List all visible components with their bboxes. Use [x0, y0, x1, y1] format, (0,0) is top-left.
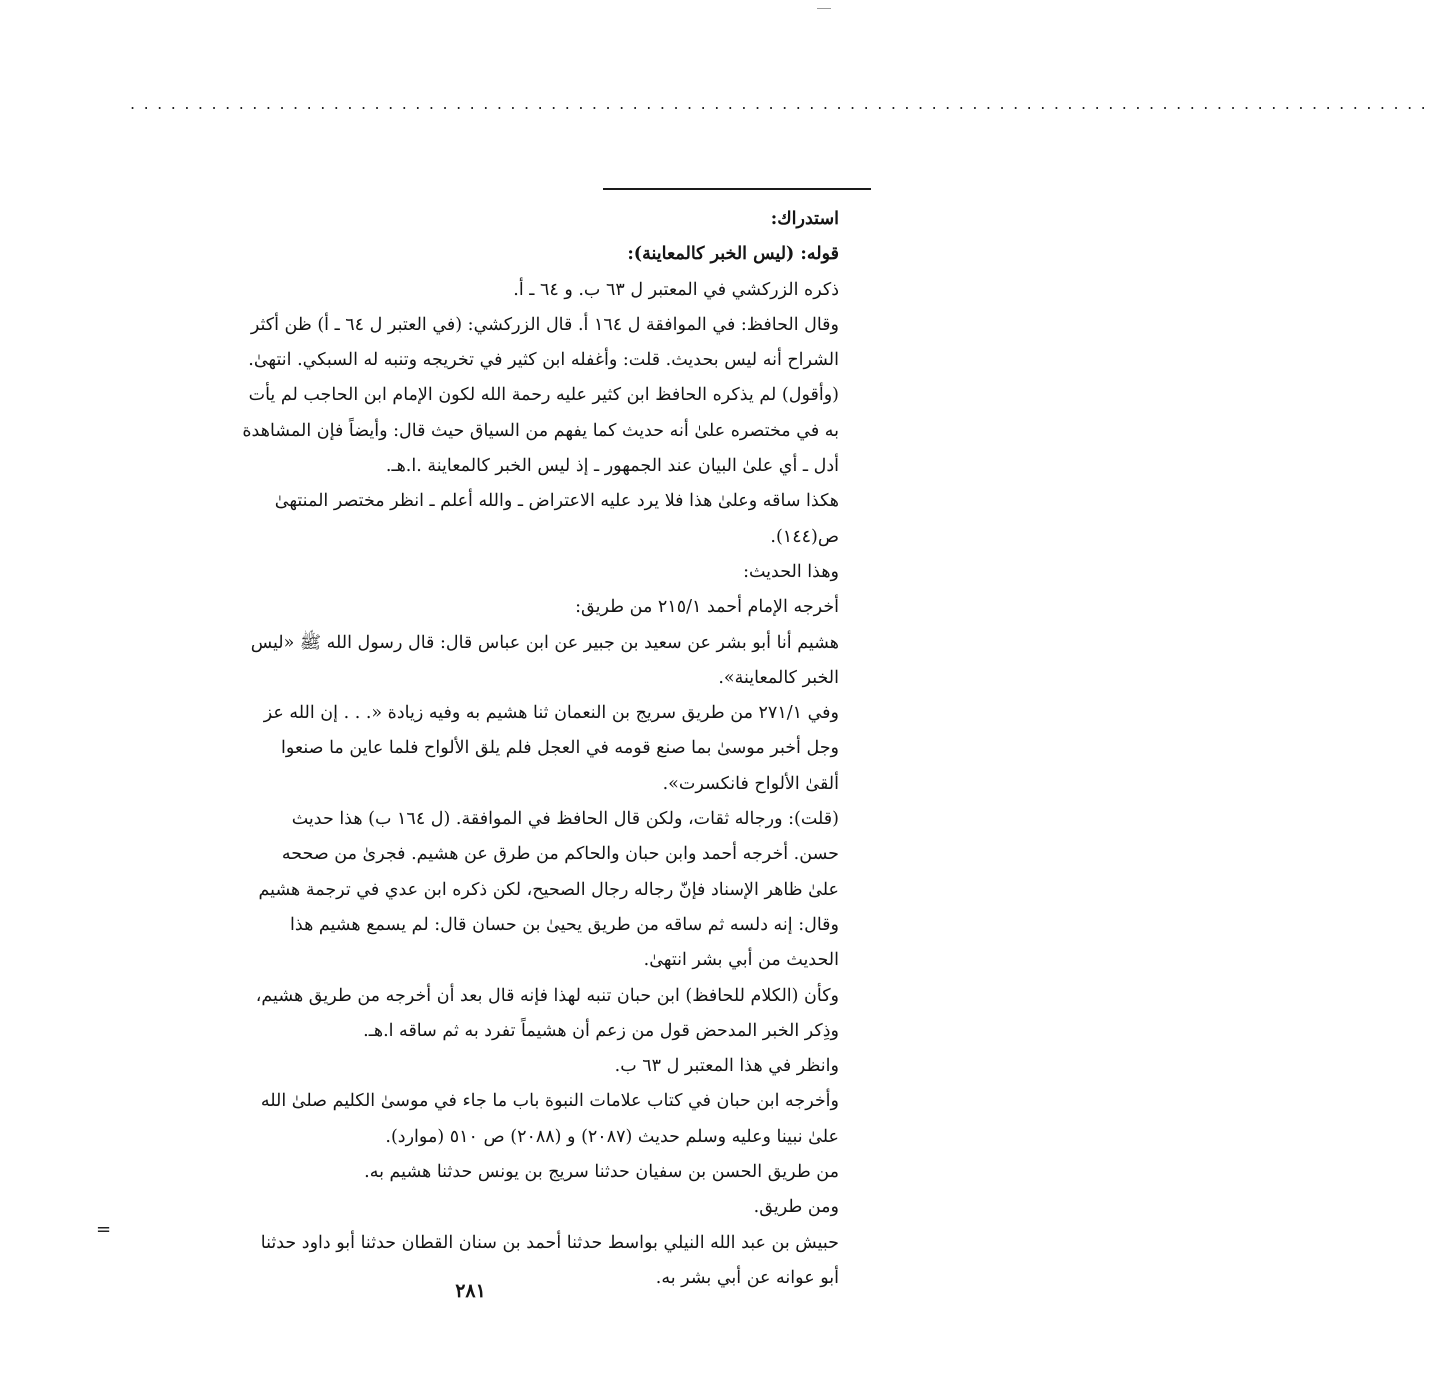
- text-line: حبيش بن عبد الله النيلي بواسط حدثنا أحمد بن سنان القطان حدثنا أبو داود حدثنا: [260, 1232, 839, 1253]
- text-line: الحديث من أبي بشر انتهىٰ.: [643, 950, 839, 971]
- body-text: [115, 202, 839, 1296]
- text-line: وجل أخبر موسىٰ بما صنع قومه في العجل فلم يلق الألواح فلما عاين ما صنعوا: [281, 738, 839, 759]
- text-line: الخبر كالمعاينة».: [718, 667, 839, 688]
- text-line: وقال: إنه دلسه ثم ساقه من طريق يحيىٰ بن حسان قال: لم يسمع هشيم هذا: [290, 914, 839, 935]
- text-line: وكأن (الكلام للحافظ) ابن حبان تنبه لهذا فإنه قال بعد أن أخرجه من طريق هشيم،: [255, 985, 839, 1006]
- footnote-rule: [603, 188, 871, 190]
- text-line: به في مختصره علىٰ أنه حديث كما يفهم من السياق حيث قال: وأيضاً فإن المشاهدة: [242, 420, 839, 441]
- text-line: ومن طريق.: [753, 1197, 839, 1218]
- continuation-mark: =: [96, 1219, 112, 1240]
- text-line: ألقىٰ الألواح فانكسرت».: [662, 773, 839, 794]
- text-line: وانظر في هذا المعتبر ل ٦٣ ب.: [614, 1056, 839, 1077]
- text-line: هكذا ساقه وعلىٰ هذا فلا يرد عليه الاعتراض ـ والله أعلم ـ انظر مختصر المنتهىٰ: [274, 491, 839, 512]
- text-line: وقال الحافظ: في الموافقة ل ١٦٤ أ. قال الزركشي: (في العتبر ل ٦٤ ـ أ) ظن أكثر: [250, 314, 839, 335]
- text-line: وفي ٢٧١/١ من طريق سريج بن النعمان ثنا هشيم به وفيه زيادة «. . . إن الله عز: [263, 703, 839, 724]
- text-line: وذِكر الخبر المدحض قول من زعم أن هشيماً تفرد به ثم ساقه ا.هـ.: [363, 1020, 839, 1041]
- text-line: (وأقول) لم يذكره الحافظ ابن كثير عليه رحمة الله لكون الإمام ابن الحاجب لم يأت: [248, 385, 839, 406]
- text-line: من طريق الحسن بن سفيان حدثنا سريج بن يونس حدثنا هشيم به.: [364, 1162, 839, 1183]
- text-line: علىٰ ظاهر الإسناد فإنّ رجاله رجال الصحيح، لكن ذكره ابن عدي في ترجمة هشيم: [258, 879, 839, 900]
- text-line: (قلت): ورجاله ثقات، ولكن قال الحافظ في الموافقة. (ل ١٦٤ ب) هذا حديث: [291, 809, 839, 830]
- text-line: أدل ـ أي علىٰ البيان عند الجمهور ـ إذ ليس الخبر كالمعاينة .ا.هـ.: [385, 456, 839, 477]
- text-line: أخرجه الإمام أحمد ٢١٥/١ من طريق:: [575, 597, 839, 618]
- text-line: استدراك:: [770, 209, 839, 229]
- corner-mark: [817, 8, 831, 9]
- text-line: حسن. أخرجه أحمد وابن حبان والحاكم من طرق عن هشيم. فجرىٰ من صححه: [281, 844, 839, 865]
- text-line: علىٰ نبينا وعليه وسلم حديث (٢٠٨٧) و (٢٠٨٨) ص ٥١٠ (موارد).: [385, 1126, 839, 1147]
- text-line: وأخرجه ابن حبان في كتاب علامات النبوة باب ما جاء في موسىٰ الكليم صلىٰ الله: [260, 1091, 839, 1112]
- dotted-separator: ................................................................................................: [130, 94, 1434, 113]
- text-line: قوله: (ليس الخبر كالمعاينة):: [627, 244, 839, 265]
- text-line: وهذا الحديث:: [743, 561, 839, 582]
- text-line: هشيم أنا أبو بشر عن سعيد بن جبير عن ابن عباس قال: قال رسول الله ﷺ «ليس: [250, 632, 839, 653]
- text-line: ص(١٤٤).: [770, 526, 839, 547]
- text-line: أبو عوانه عن أبي بشر به.: [655, 1267, 839, 1288]
- text-line: الشراح أنه ليس بحديث. قلت: وأغفله ابن كثير في تخريجه وتنبه له السبكي. انتهىٰ.: [248, 350, 839, 371]
- page-number: ٢٨١: [455, 1280, 486, 1302]
- text-line: ذكره الزركشي في المعتبر ل ٦٣ ب. و ٦٤ ـ أ.: [513, 279, 839, 300]
